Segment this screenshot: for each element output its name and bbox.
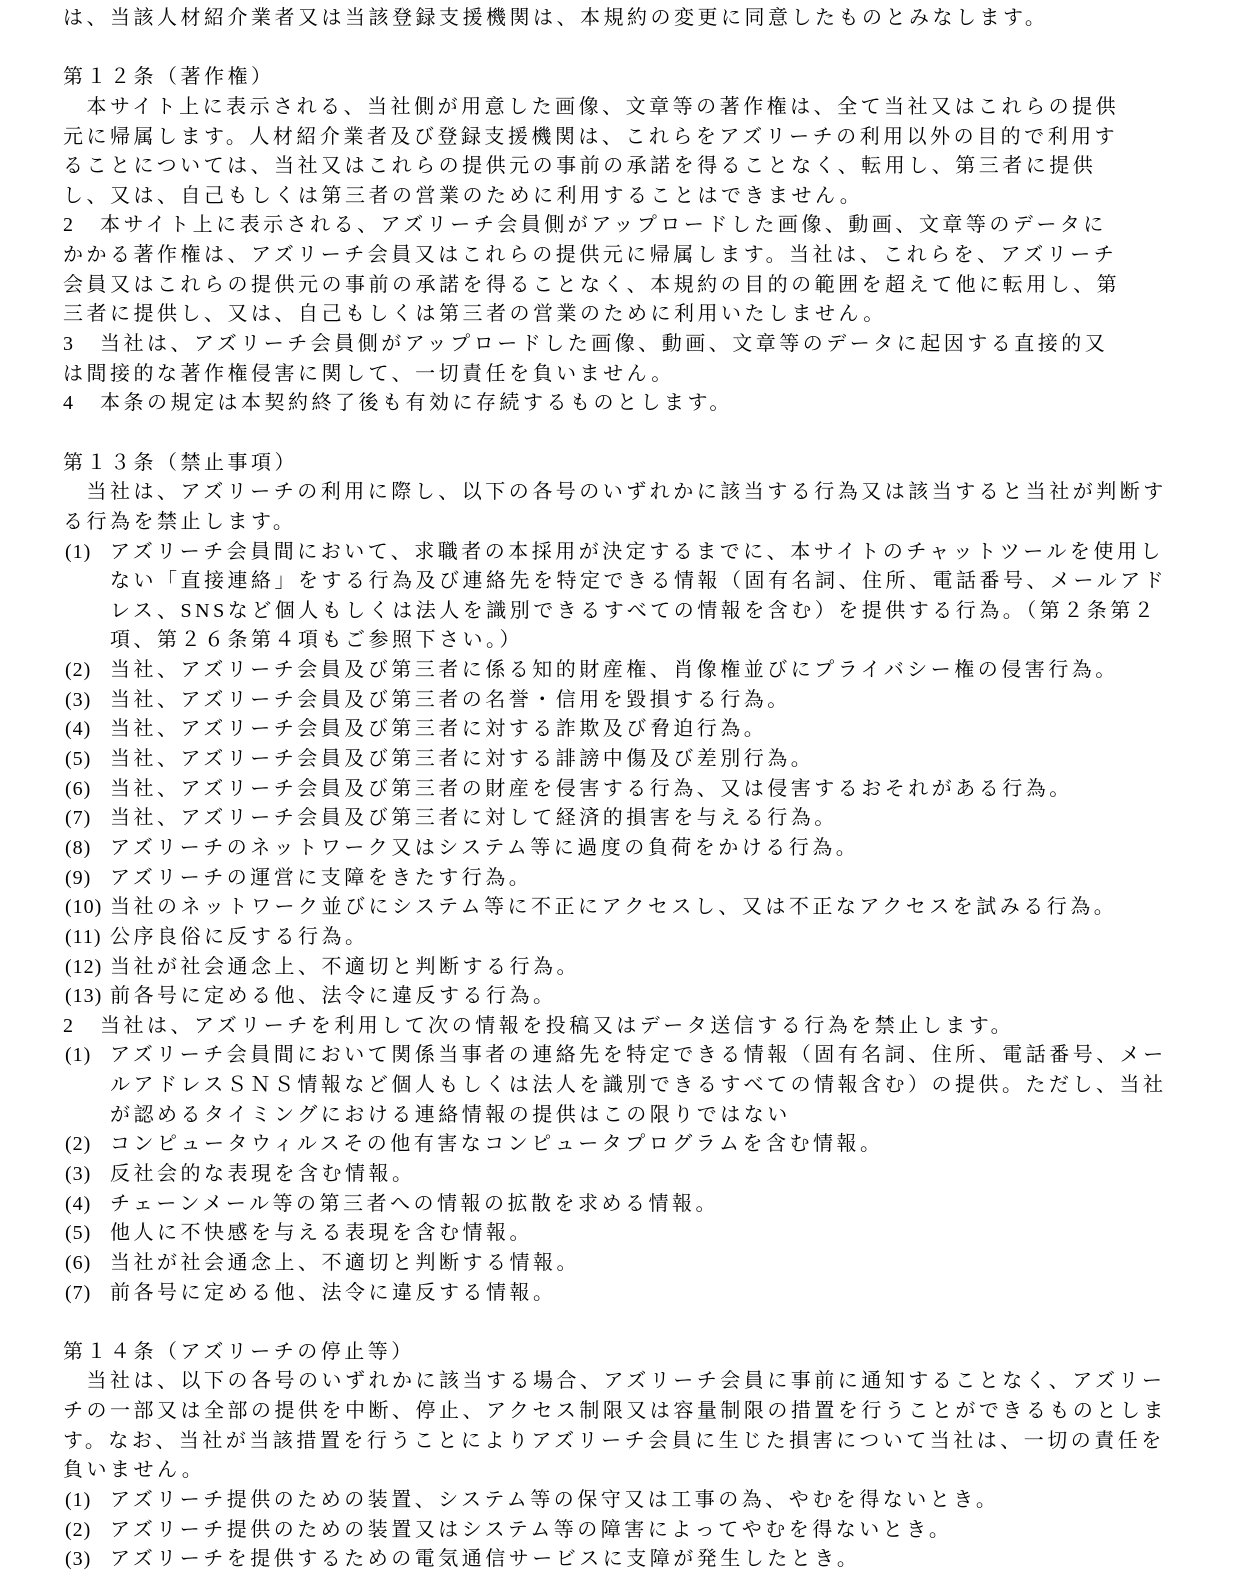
document-lines [63, 4, 1200, 1575]
list-item-number: (7) [65, 807, 92, 830]
list-item-text: 公序良俗に反する行為。 [110, 925, 369, 948]
list-item-number: (3) [65, 688, 92, 711]
list-item-number: (12) [65, 955, 103, 978]
list-item-number: (1) [65, 540, 92, 563]
text-line: し、又は、自己もしくは第三者の営業のために利用することはできません。 [63, 184, 864, 207]
text-line: 当社は、以下の各号のいずれかに該当する場合、アズリーチ会員に事前に通知することなく、アズリー [63, 1370, 1166, 1393]
text-line: 当社は、アズリーチの利用に際し、以下の各号のいずれかに該当する行為又は該当すると当社が判断す [63, 481, 1167, 504]
list-item-number: (1) [65, 1489, 92, 1512]
list-item-continuation: 項、第２６条第４項もご参照下さい。） [110, 629, 523, 652]
list-item [63, 1249, 1200, 1279]
list-item-text: コンピュータウィルスその他有害なコンピュータプログラムを含む情報。 [110, 1133, 884, 1156]
list-item-number: (3) [65, 1162, 92, 1185]
list-item-text: アズリーチのネットワーク又はシステム等に過度の負荷をかける行為。 [110, 836, 860, 859]
text-line: ることについては、当社又はこれらの提供元の事前の承諾を得ることなく、転用し、第三者に提供 [63, 155, 1097, 178]
list-item [63, 715, 1200, 745]
text-line: かかる著作権は、アズリーチ会員又はこれらの提供元に帰属します。当社は、これらを、アズリーチ [63, 244, 1118, 267]
list-item-text: アズリーチの運営に支障をきたす行為。 [110, 866, 533, 889]
list-item-number: (4) [65, 1192, 92, 1215]
blank-line [63, 1308, 1200, 1338]
list-item [63, 1279, 1200, 1309]
text-line: は、当該人材紹介業者又は当該登録支援機関は、本規約の変更に同意したものとみなします。 [63, 7, 1049, 29]
list-item [63, 775, 1200, 805]
text-line: チの一部又は全部の提供を中断、停止、アクセス制限又は容量制限の措置を行うことができるものとしま [63, 1400, 1167, 1423]
list-item-number: (6) [65, 1251, 92, 1274]
list-item [63, 864, 1200, 894]
list-item-number: (10) [65, 896, 103, 919]
list-item-text: 当社、アズリーチ会員及び第三者の名誉・信用を毀損する行為。 [110, 688, 791, 711]
list-item-number: (4) [65, 718, 92, 741]
article-heading: 第１３条（禁止事項） [63, 451, 298, 474]
text-line: 4 本条の規定は本契約終了後も有効に存続するものとします。 [63, 392, 733, 415]
list-item-text: 当社、アズリーチ会員及び第三者に対する誹謗中傷及び差別行為。 [110, 748, 815, 771]
list-item [63, 538, 1200, 568]
list-item [63, 953, 1200, 983]
list-item-text: アズリーチ提供のための装置、システム等の保守又は工事の為、やむを得ないとき。 [110, 1489, 1000, 1512]
list-item-continuation: ない「直接連絡」をする行為及び連絡先を特定できる情報（固有名詞、住所、電話番号、メールアド [110, 570, 1168, 593]
blank-line [63, 419, 1200, 449]
list-item-number: (9) [65, 866, 92, 889]
list-item-continuation: ルアドレスＳＮＳ情報など個人もしくは法人を識別できるすべての情報含む）の提供。ただし、当社 [110, 1074, 1167, 1097]
list-item-text: チェーンメール等の第三者への情報の拡散を求める情報。 [110, 1192, 719, 1215]
list-item [63, 1545, 1200, 1575]
list-item-number: (5) [65, 748, 92, 771]
list-item [63, 745, 1200, 775]
list-item-text: 当社、アズリーチ会員及び第三者に対して経済的損害を与える行為。 [110, 807, 838, 830]
list-item-number: (8) [65, 836, 92, 859]
text-line: す。なお、当社が当該措置を行うことによりアズリーチ会員に生じた損害について当社は、一切の責任を [63, 1429, 1165, 1452]
text-line: 会員又はこれらの提供元の事前の承諾を得ることなく、本規約の目的の範囲を超えて他に転用し、第 [63, 273, 1121, 296]
list-item-number: (1) [65, 1044, 92, 1067]
list-item-number: (11) [65, 925, 102, 948]
list-item-number: (2) [65, 1133, 92, 1156]
list-item [63, 686, 1200, 716]
list-item-text: 反社会的な表現を含む情報。 [110, 1162, 416, 1185]
list-item-text: アズリーチを提供するための電気通信サービスに支障が発生したとき。 [110, 1548, 861, 1571]
list-item [63, 893, 1200, 923]
list-item-text: 当社のネットワーク並びにシステム等に不正にアクセスし、又は不正なアクセスを試みる行為。 [110, 896, 1118, 919]
text-line: 2 本サイト上に表示される、アズリーチ会員側がアップロードした画像、動画、文章等のデータに [63, 214, 1107, 237]
text-line: る行為を禁止します。 [63, 510, 297, 533]
list-item-number: (2) [65, 1518, 92, 1541]
text-line: は間接的な著作権侵害に関して、一切責任を負いません。 [63, 362, 675, 385]
list-item-number: (7) [65, 1281, 92, 1304]
list-item-number: (3) [65, 1548, 92, 1571]
list-item [63, 1219, 1200, 1249]
list-item [63, 1160, 1200, 1190]
list-item [63, 982, 1200, 1012]
list-item-text: 当社が社会通念上、不適切と判断する行為。 [110, 955, 580, 978]
list-item-text: 当社、アズリーチ会員及び第三者に対する詐欺及び脅迫行為。 [110, 718, 768, 741]
blank-line [63, 34, 1200, 64]
list-item-text: 当社が社会通念上、不適切と判断する情報。 [110, 1251, 580, 1274]
text-line: 本サイト上に表示される、当社側が用意した画像、文章等の著作権は、全て当社又はこれらの提供 [63, 95, 1120, 118]
text-line: 負いません。 [63, 1459, 206, 1482]
list-item-continuation: が認めるタイミングにおける連絡情報の提供はこの限りではない [110, 1103, 791, 1126]
list-item [63, 1516, 1200, 1546]
list-item-text: 当社、アズリーチ会員及び第三者の財産を侵害する行為、又は侵害するおそれがある行為。 [110, 777, 1073, 800]
list-item-number: (5) [65, 1222, 92, 1245]
list-item [63, 1130, 1200, 1160]
text-line: 2 当社は、アズリーチを利用して次の情報を投稿又はデータ送信する行為を禁止します。 [63, 1014, 1015, 1037]
list-item [63, 1190, 1200, 1220]
text-line: 元に帰属します。人材紹介業者及び登録支援機関は、これらをアズリーチの利用以外の目的で利用す [63, 125, 1119, 148]
article-heading: 第１４条（アズリーチの停止等） [63, 1340, 415, 1363]
article-heading: 第１２条（著作権） [63, 66, 275, 89]
list-item [63, 656, 1200, 686]
list-item-text: 当社、アズリーチ会員及び第三者に係る知的財産権、肖像権並びにプライバシー権の侵害行為。 [110, 659, 1119, 682]
list-item-number: (6) [65, 777, 92, 800]
list-item-text: アズリーチ会員間において関係当事者の連絡先を特定できる情報（固有名詞、住所、電話番号、メー [110, 1044, 1167, 1067]
list-item [63, 1486, 1200, 1516]
list-item-text: 前各号に定める他、法令に違反する情報。 [110, 1281, 557, 1304]
list-item [63, 923, 1200, 953]
list-item-text: 他人に不快感を与える表現を含む情報。 [110, 1222, 533, 1245]
text-line: 三者に提供し、又は、自己もしくは第三者の営業のために利用いたしません。 [63, 303, 887, 326]
list-item-text: アズリーチ提供のための装置又はシステム等の障害によってやむを得ないとき。 [110, 1518, 953, 1541]
list-item [63, 834, 1200, 864]
list-item [63, 804, 1200, 834]
list-item [63, 1041, 1200, 1071]
list-item-text: 前各号に定める他、法令に違反する行為。 [110, 985, 557, 1008]
list-item-number: (13) [65, 985, 103, 1008]
list-item-number: (2) [65, 659, 92, 682]
text-line: 3 当社は、アズリーチ会員側がアップロードした画像、動画、文章等のデータに起因する直接的又 [63, 333, 1109, 356]
list-item-continuation: レス、SNSなど個人もしくは法人を識別できるすべての情報を含む）を提供する行為。（第２条第２ [110, 599, 1158, 622]
list-item-text: アズリーチ会員間において、求職者の本採用が決定するまでに、本サイトのチャットツールを使用し [110, 540, 1164, 563]
